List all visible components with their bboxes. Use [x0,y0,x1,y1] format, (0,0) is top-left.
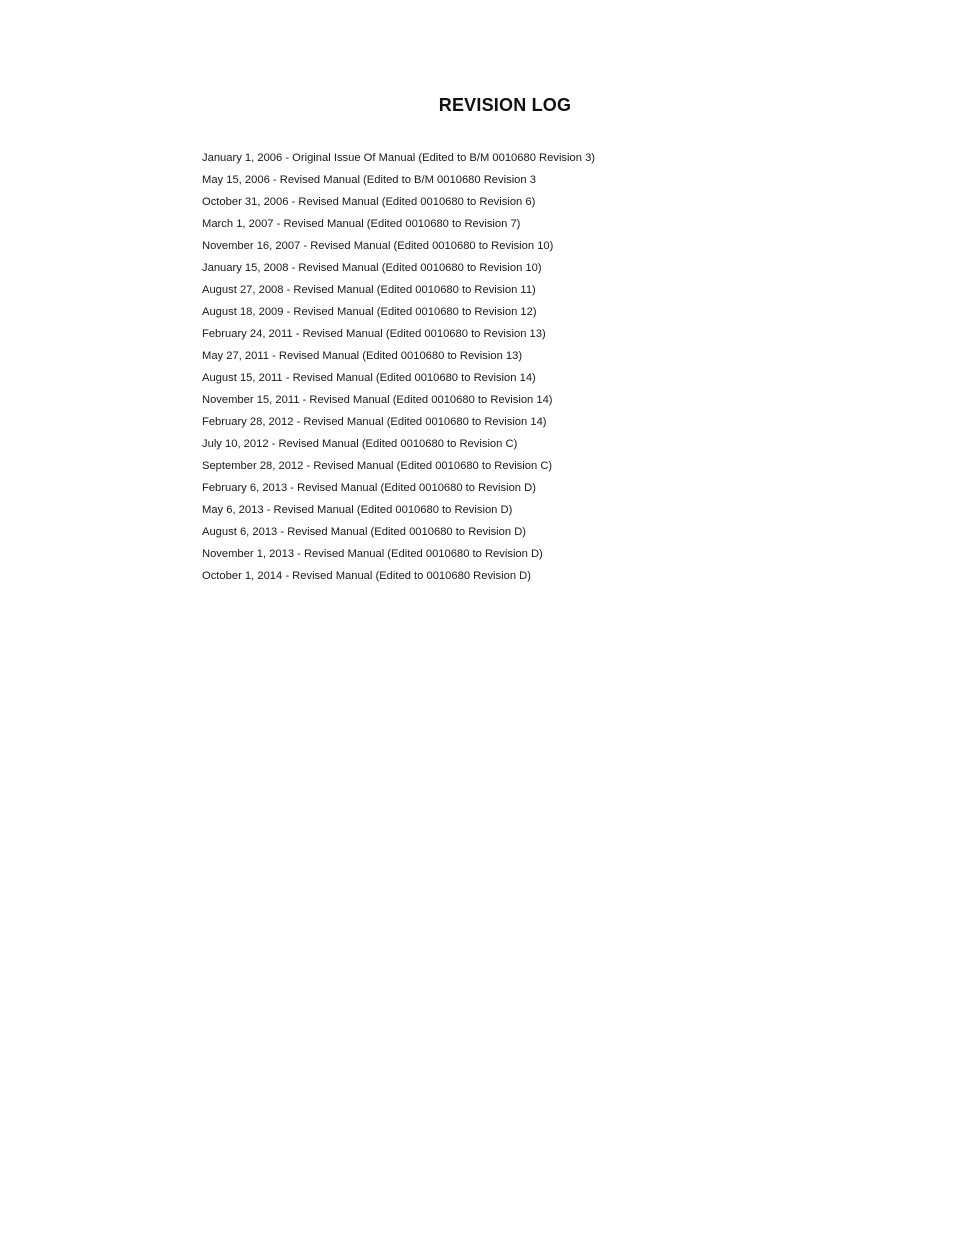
revision-entry: February 28, 2012 - Revised Manual (Edited 0010680 to Revision 14) [202,416,547,428]
revision-entry: February 6, 2013 - Revised Manual (Edited 0010680 to Revision D) [202,482,536,494]
revision-entry: November 16, 2007 - Revised Manual (Edited 0010680 to Revision 10) [202,240,554,252]
revision-entry: March 1, 2007 - Revised Manual (Edited 0010680 to Revision 7) [202,218,521,230]
revision-entry: August 15, 2011 - Revised Manual (Edited 0010680 to Revision 14) [202,372,536,384]
revision-list [202,147,595,587]
page-title: REVISION LOG [438,95,572,115]
revision-entry: August 18, 2009 - Revised Manual (Edited 0010680 to Revision 12) [202,306,537,318]
revision-entry: May 15, 2006 - Revised Manual (Edited to B/M 0010680 Revision 3 [202,174,536,186]
revision-entry: May 6, 2013 - Revised Manual (Edited 0010680 to Revision D) [202,504,513,516]
revision-entry: October 1, 2014 - Revised Manual (Edited to 0010680 Revision D) [202,570,531,582]
revision-entry: November 1, 2013 - Revised Manual (Edited 0010680 to Revision D) [202,548,543,560]
revision-entry: September 28, 2012 - Revised Manual (Edited 0010680 to Revision C) [202,460,553,472]
revision-entry: August 27, 2008 - Revised Manual (Edited 0010680 to Revision 11) [202,284,536,296]
revision-entry: July 10, 2012 - Revised Manual (Edited 0010680 to Revision C) [202,438,518,450]
revision-entry: February 24, 2011 - Revised Manual (Edited 0010680 to Revision 13) [202,328,546,340]
revision-entry: November 15, 2011 - Revised Manual (Edited 0010680 to Revision 14) [202,394,553,406]
revision-entry: August 6, 2013 - Revised Manual (Edited 0010680 to Revision D) [202,526,527,538]
revision-entry: May 27, 2011 - Revised Manual (Edited 0010680 to Revision 13) [202,350,523,362]
revision-entry: January 1, 2006 - Original Issue Of Manual (Edited to B/M 0010680 Revision 3) [202,152,596,164]
revision-entry: October 31, 2006 - Revised Manual (Edited 0010680 to Revision 6) [202,196,536,208]
revision-entry: January 15, 2008 - Revised Manual (Edited 0010680 to Revision 10) [202,262,542,274]
